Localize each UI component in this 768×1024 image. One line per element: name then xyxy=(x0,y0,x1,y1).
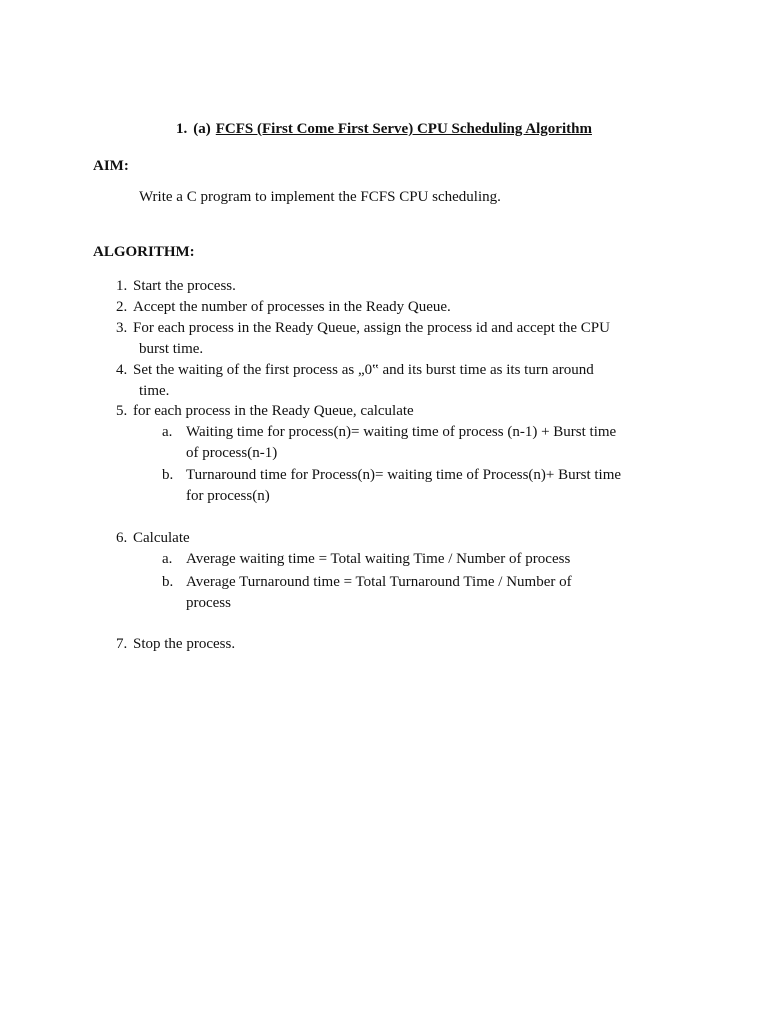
heading-title: FCFS (First Come First Serve) CPU Scheduling Algorithm xyxy=(215,121,592,137)
sub-text: Waiting time for process(n)= waiting time of process (n-1) + Burst time xyxy=(186,424,617,440)
step-text: Start the process. xyxy=(133,278,236,294)
algorithm-step-7 xyxy=(116,634,668,655)
step-text: Calculate xyxy=(133,530,190,546)
algorithm-step-5 xyxy=(116,401,668,422)
algorithm-step-6-sub-b xyxy=(162,572,674,614)
step-number: 7. xyxy=(116,636,128,652)
step-text: Set the waiting of the first process as „0‟ and its burst time as its turn around xyxy=(133,362,594,378)
algorithm-label: ALGORITHM: xyxy=(93,244,195,260)
sub-text: Turnaround time for Process(n)= waiting time of Process(n)+ Burst time xyxy=(186,467,622,483)
sub-letter: a. xyxy=(162,551,173,567)
step-number: 1. xyxy=(116,278,128,294)
sub-text: Average waiting time = Total waiting Time / Number of process xyxy=(186,551,571,567)
sub-text: Average Turnaround time = Total Turnaround Time / Number of xyxy=(186,574,572,590)
sub-text-continued: of process(n-1) xyxy=(186,445,278,461)
step-number: 3. xyxy=(116,320,128,336)
aim-label: AIM: xyxy=(93,158,129,174)
step-text: for each process in the Ready Queue, calculate xyxy=(133,403,414,419)
sub-text-continued: for process(n) xyxy=(186,488,270,504)
step-number: 4. xyxy=(116,362,128,378)
step-number: 2. xyxy=(116,299,128,315)
algorithm-step-6 xyxy=(116,528,668,549)
step-text-continued: burst time. xyxy=(139,341,204,357)
step-text: Stop the process. xyxy=(133,636,236,652)
step-text: Accept the number of processes in the Ready Queue. xyxy=(133,299,451,315)
algorithm-step-1 xyxy=(116,276,668,297)
page-heading xyxy=(0,121,768,138)
sub-text-continued: process xyxy=(186,595,231,611)
step-text: For each process in the Ready Queue, assign the process id and accept the CPU xyxy=(133,320,610,336)
algorithm-step-5-sub-a xyxy=(162,422,674,464)
algorithm-step-6-sub-a xyxy=(162,549,674,570)
heading-prefix: (a) xyxy=(193,121,211,137)
algorithm-step-3 xyxy=(116,318,668,360)
algorithm-step-5-sub-b xyxy=(162,465,674,507)
sub-letter: b. xyxy=(162,574,174,590)
step-number: 6. xyxy=(116,530,128,546)
step-number: 5. xyxy=(116,403,128,419)
aim-text: Write a C program to implement the FCFS CPU scheduling. xyxy=(139,189,501,205)
heading-number: 1. xyxy=(176,121,188,137)
step-text-continued: time. xyxy=(139,383,170,399)
sub-letter: b. xyxy=(162,467,174,483)
sub-letter: a. xyxy=(162,424,173,440)
algorithm-step-4 xyxy=(116,360,668,402)
algorithm-step-2 xyxy=(116,297,668,318)
